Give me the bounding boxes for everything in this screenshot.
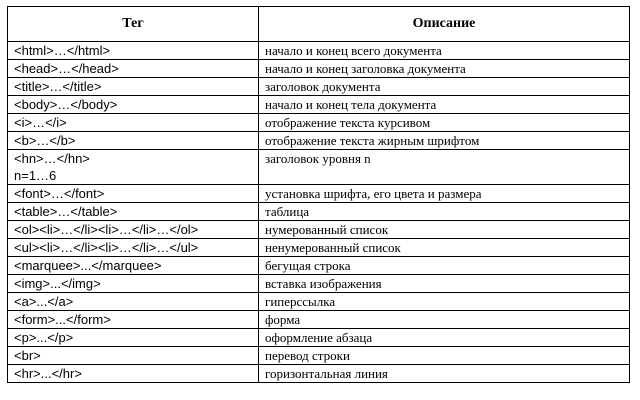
tag-cell: <font>…</font> [8, 185, 259, 203]
table-row [8, 293, 630, 311]
description-cell: начало и конец тела документа [259, 96, 630, 114]
description-cell: начало и конец заголовка документа [259, 60, 630, 78]
tag-cell: <i>…</i> [8, 114, 259, 132]
description-cell: установка шрифта, его цвета и размера [259, 185, 630, 203]
description-cell: гиперссылка [259, 293, 630, 311]
description-cell: заголовок уровня n [259, 150, 630, 185]
description-cell: заголовок документа [259, 78, 630, 96]
table-row [8, 60, 630, 78]
tag-cell: <form>...</form> [8, 311, 259, 329]
description-cell: бегущая строка [259, 257, 630, 275]
table-row [8, 275, 630, 293]
header-row [8, 7, 630, 42]
table-row [8, 239, 630, 257]
tag-cell: <body>…</body> [8, 96, 259, 114]
table-row [8, 114, 630, 132]
table-row [8, 203, 630, 221]
header-tag: Тег [8, 7, 259, 42]
description-cell: отображение текста жирным шрифтом [259, 132, 630, 150]
table-row [8, 96, 630, 114]
tag-cell: <ol><li>…</li><li>…</li>…</ol> [8, 221, 259, 239]
table-row [8, 329, 630, 347]
description-cell: нумерованный список [259, 221, 630, 239]
html-tags-table [7, 6, 630, 383]
tag-cell: <table>…</table> [8, 203, 259, 221]
description-cell: отображение текста курсивом [259, 114, 630, 132]
tag-cell: <head>…</head> [8, 60, 259, 78]
table-row [8, 132, 630, 150]
tag-cell: <marquee>...</marquee> [8, 257, 259, 275]
table-row [8, 221, 630, 239]
table-row [8, 257, 630, 275]
description-cell: перевод строки [259, 347, 630, 365]
table-row [8, 150, 630, 185]
tag-cell: <hr>...</hr> [8, 365, 259, 383]
table-row [8, 347, 630, 365]
table-row [8, 42, 630, 60]
table-row [8, 311, 630, 329]
table-row [8, 365, 630, 383]
tag-cell: <ul><li>…</li><li>…</li>…</ul> [8, 239, 259, 257]
tag-cell: <title>…</title> [8, 78, 259, 96]
description-cell: ненумерованный список [259, 239, 630, 257]
tag-cell: <html>…</html> [8, 42, 259, 60]
tag-cell: <br> [8, 347, 259, 365]
description-cell: оформление абзаца [259, 329, 630, 347]
tag-cell: <b>…</b> [8, 132, 259, 150]
description-cell: вставка изображения [259, 275, 630, 293]
description-cell: горизонтальная линия [259, 365, 630, 383]
tag-text: <hn>…</hn> [14, 151, 90, 166]
tag-cell: <p>...</p> [8, 329, 259, 347]
description-cell: форма [259, 311, 630, 329]
description-cell: начало и конец всего документа [259, 42, 630, 60]
description-cell: таблица [259, 203, 630, 221]
table-row [8, 78, 630, 96]
header-description: Описание [259, 7, 630, 42]
table-row [8, 185, 630, 203]
tag-note: n=1…6 [14, 168, 57, 183]
tag-cell [8, 150, 259, 185]
tag-cell: <a>...</a> [8, 293, 259, 311]
tag-cell: <img>...</img> [8, 275, 259, 293]
